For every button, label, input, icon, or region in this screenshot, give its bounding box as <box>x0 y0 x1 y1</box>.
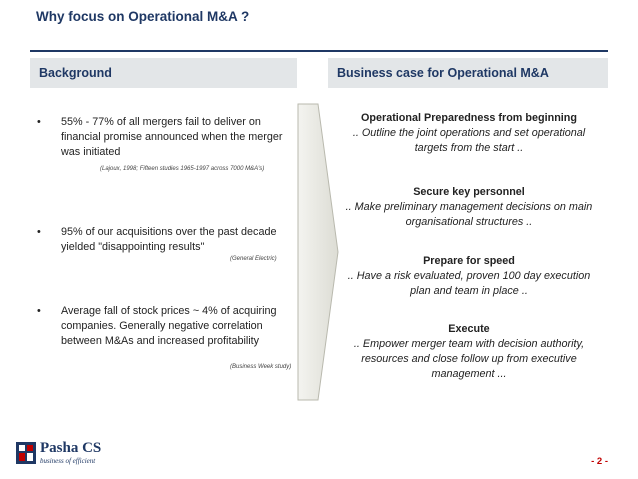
case-item <box>338 111 600 156</box>
logo-tagline: business of efficient <box>40 457 96 465</box>
case-body: .. Empower merger team with decision authority, resources and close follow up from executive management ... <box>353 338 585 380</box>
case-heading: Operational Preparedness from beginning <box>361 112 577 124</box>
case-heading: Secure key personnel <box>413 186 525 198</box>
case-heading: Execute <box>448 323 490 335</box>
company-logo <box>16 442 106 468</box>
case-item <box>338 322 600 382</box>
background-header: Background <box>30 58 297 88</box>
business-case-header: Business case for Operational M&A <box>328 58 608 88</box>
logo-mark-icon <box>16 442 36 464</box>
case-heading: Prepare for speed <box>423 255 515 267</box>
bullet-citation: (General Electric) <box>230 256 277 262</box>
case-item <box>338 254 600 299</box>
bullet-text: Average fall of stock prices ~ 4% of acquiring companies. Generally negative correlation between M&As and increased profitability <box>61 305 277 347</box>
case-body: .. Make preliminary management decisions on main organisational structures .. <box>345 201 593 228</box>
case-item <box>338 185 600 230</box>
bullet-text: 95% of our acquisitions over the past decade yielded "disappointing results" <box>61 226 277 253</box>
bullet-text: 55% - 77% of all mergers fail to deliver on financial promise announced when the merger was initiated <box>61 116 283 158</box>
bullet-citation: (Business Week study) <box>230 364 292 370</box>
bullet-dot: • <box>37 116 41 128</box>
bullet-dot: • <box>37 305 41 317</box>
logo-name: Pasha CS <box>40 440 102 456</box>
case-body: .. Outline the joint operations and set operational targets from the start .. <box>352 127 586 154</box>
case-body: .. Have a risk evaluated, proven 100 day execution plan and team in place .. <box>347 270 591 297</box>
page-number: - 2 - <box>591 456 608 467</box>
page-title: Why focus on Operational M&A ? <box>36 9 250 24</box>
right-arrow-icon <box>296 102 340 402</box>
bullet-dot: • <box>37 226 41 238</box>
title-divider <box>30 50 608 52</box>
bullet-citation: (Lajoux, 1998; Fifteen studies 1965-1997 across 7000 M&A's) <box>100 166 265 172</box>
